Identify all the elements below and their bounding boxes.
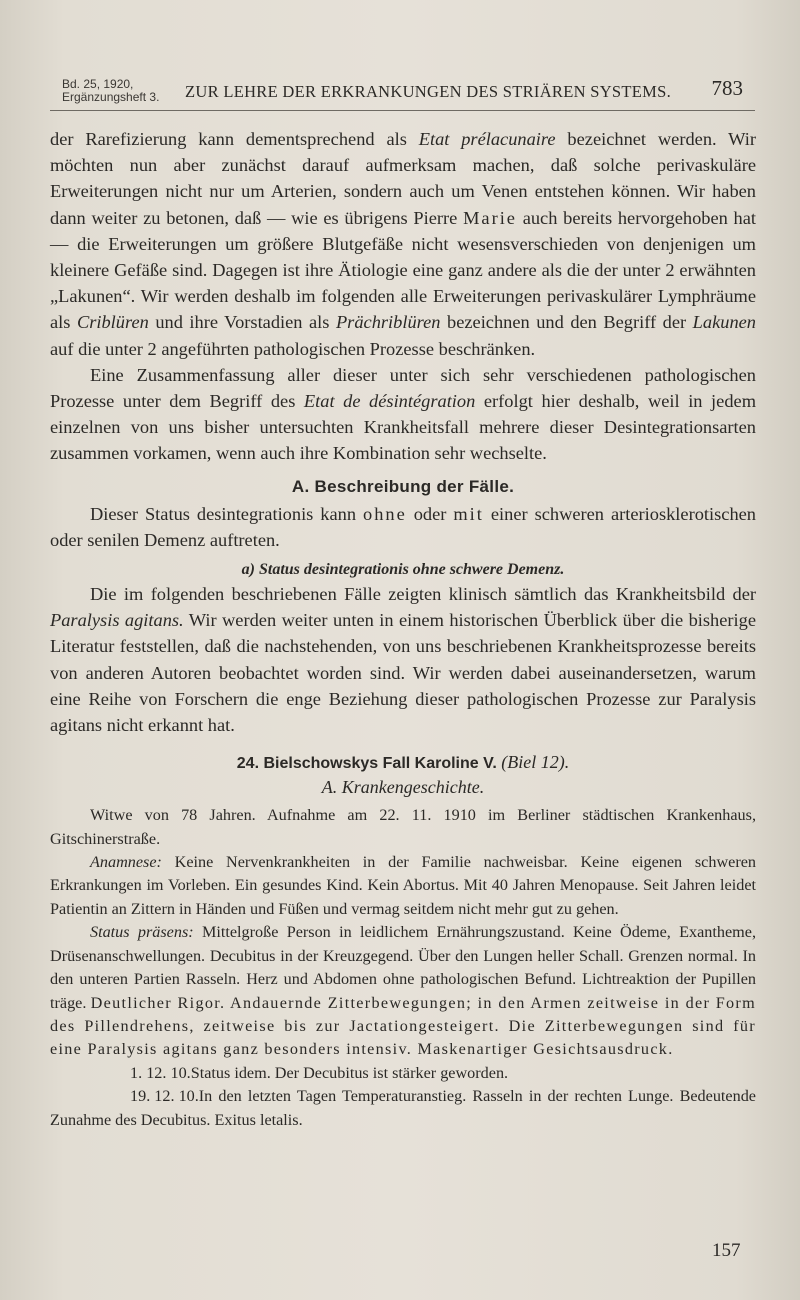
supplement-line: Ergänzungsheft 3. [62,90,160,104]
text-run: Wir werden weiter unten in einem historischen Überblick über die bisherige Literatur feststellen, daß die nachstehenden, von uns beschriebenen Krankheitsprozesse bereits von anderen Autoren beobachtet worden sind. Wir werden dabei auseinandersetzen, warum eine Reihe von Forschern die enge Beziehung dieser pathologischen Prozesse zur Paralysis agitans nicht erkannt hat. [50,610,756,736]
text-run: Dieser Status desintegrationis kann [90,503,363,524]
text-run: auf die unter 2 angeführten pathologischen Prozesse beschränken. [50,338,536,359]
volume-info [62,78,159,104]
text-run: und ihre Vorstadien als [148,312,336,333]
text-run: oder [406,503,454,524]
term-criblueren: Criblüren [76,312,149,333]
entry-date: 19. 12. 10. [130,1087,199,1106]
text-run: der Rarefizierung kann dementsprechend als [50,129,419,149]
text-run: Eine Zusammenfassung aller dieser unter sich sehr verschiedenen pathologischen Prozesse unter dem Begriff des [50,364,756,412]
paragraph-zusammenfassung [50,362,756,467]
text-run: erfolgt hier deshalb, weil in jedem einzelnen von uns bisher untersuchten Krankheitsfall mehrere dieser Desintegrationsarten zusammen vorkamen, wenn auch ihre Kombination sehr wechselte. [50,391,756,464]
page-number: 783 [711,76,743,100]
case-title: 24. Bielschowskys Fall Karoline V. [236,755,497,773]
case-reference: (Biel 12). [501,752,570,773]
subheading-krankengeschichte: A. Krankengeschichte. [321,777,485,798]
status-praesens-paragraph [50,921,756,1061]
subsection-heading: a) Status desintegrationis ohne schwere Demenz. [241,561,565,579]
text-run: Mittelgroße Person in leidlichem Ernährungszustand. Keine Ödeme, Exantheme, Drüsenanschwellungen. Decubitus in der Kreuzgegend. Über den Lungen heller Schall. Grenzen normal. In den unteren Partien Rasseln. Herz und Abdomen ohne pathologischen Befund. Lichtreaktion der Pupillen träge. [50,923,756,1012]
term-etat-prelacunaire: Etat prélacunaire [418,129,556,149]
entry-1-12-10 [50,1062,756,1085]
term-lakunen: Lakunen [692,312,756,333]
entry-text: In den letzten Tagen Temperaturanstieg. Rasseln in der rechten Lunge. Bedeutende Zunahme des Decubitus. Exitus letalis. [50,1087,756,1129]
patient-intro: Witwe von 78 Jahren. Aufnahme am 22. 11. 1910 im Berliner städtischen Krankenhaus, Gitschinerstraße. [50,806,756,848]
paragraph-rarefizierung [50,126,756,362]
case-heading [50,752,756,773]
volume-line: Bd. 25, 1920, [62,77,134,91]
page-body [50,126,756,1132]
page-header [50,74,755,111]
entry-date: 1. 12. 10. [130,1063,191,1082]
paragraph-status-desintegrationis [50,501,756,553]
entry-19-12-10 [50,1085,756,1132]
term-paralysis-agitans: Paralysis agitans. [50,610,184,631]
anamnesis-label: Anamnese: [90,853,162,872]
term-etat-de-desintegration: Etat de désintégration [303,391,476,412]
signature-number: 157 [712,1240,741,1261]
text-run: Die im folgenden beschriebenen Fälle zeigten klinisch sämtlich das Krankheitsbild der [90,584,756,605]
text-run: Keine Nervenkrankheiten in der Familie nachweisbar. Keine eigenen schweren Erkrankungen im Vorleben. Ein gesundes Kind. Kein Abortus. Mit 40 Jahren Menopause. Seit Jahren leidet Patientin an Zittern in Händen und Füßen und vermag seitdem nicht mehr gut zu gehen. [50,853,756,918]
anamnesis-paragraph [50,851,756,921]
emphasis-mit: mit [453,503,484,524]
section-heading: A. Beschreibung der Fälle. [291,476,515,496]
author-name-marie: Marie [463,207,517,228]
text-run: auch bereits hervorgehoben hat — die Erweiterungen um größere Blutgefäße nicht wesensverschieden von denjenigen um kleinere Gefäße sind. Dagegen ist ihre Ätiologie eine ganz andere als die der unter 2 erwähnten „Lakunen“. Wir werden deshalb im folgenden alle Erweiterungen perivaskulärer Lymphräume als [50,207,757,333]
spaced-findings: Deutlicher Rigor. Andauernde Zitterbewegungen; in den Armen zeitweise in der Form des Pillendrehens, zeitweise bis zur Jactationgesteigert. Die Zitterbewegungen sind für eine Paralysis agitans ganz besonders intensiv. Maskenartiger Gesichtsausdruck. [50,993,756,1059]
term-praecriblueren: Prächriblüren [335,312,441,333]
emphasis-ohne: ohne [363,503,407,524]
entry-text: Status idem. Der Decubitus ist stärker geworden. [190,1063,509,1082]
running-title: ZUR LEHRE DER ERKRANKUNGEN DES STRIÄREN SYSTEMS. [185,82,672,101]
text-run: bezeichnen und den Begriff der [440,312,693,333]
paragraph-paralysis-agitans [50,581,756,738]
text-run: einer schweren arteriosklerotischen oder senilen Demenz auftreten. [50,503,756,550]
status-praesens-label: Status präsens: [90,923,194,942]
text-run: bezeichnet werden. Wir möchten nun aber zunächst darauf aufmerksam machen, daß solche perivaskuläre Erweiterungen nicht nur um Arterien, sondern auch um Venen entstehen können. Wir haben dann weiter zu betonen, daß — wie es übrigens Pierre [50,129,756,228]
